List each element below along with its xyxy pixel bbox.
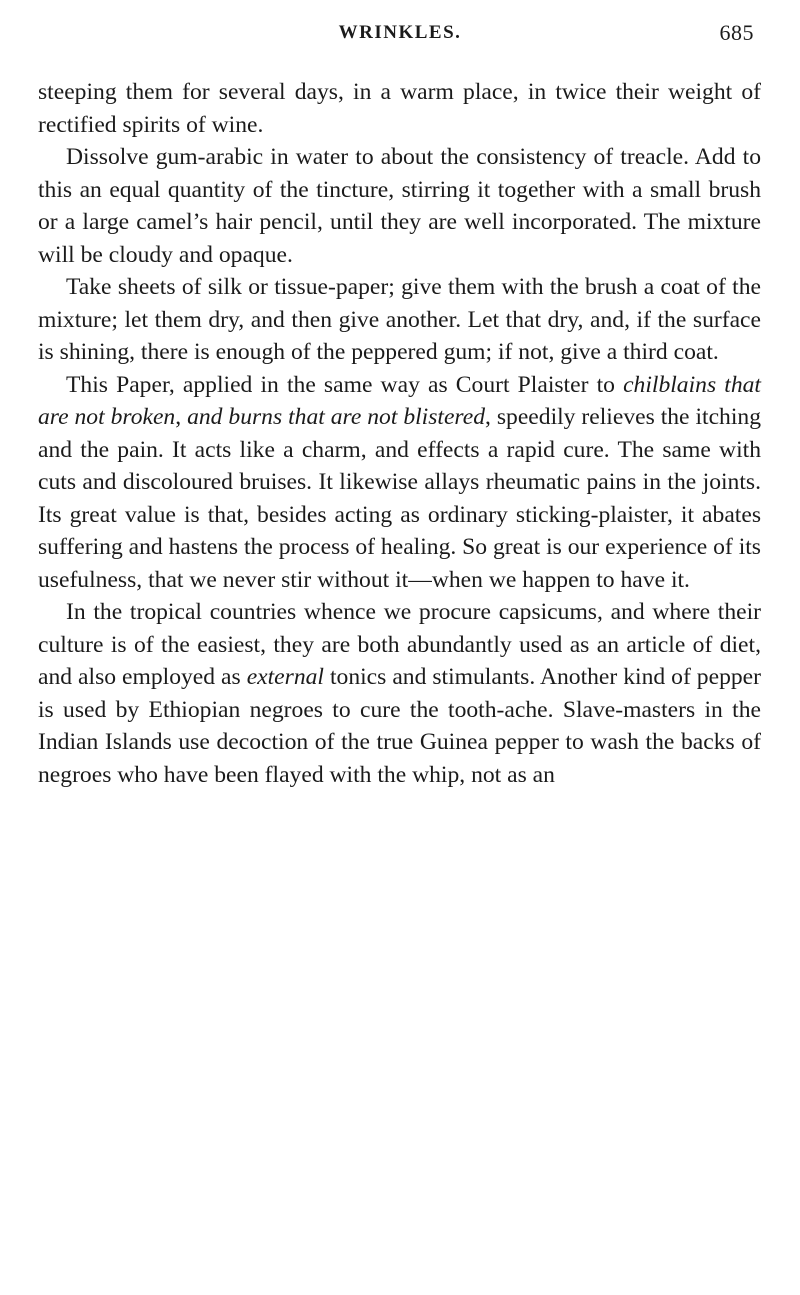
text-segment: In the tropical countries whence we procure capsicums, and where their culture is of the easiest, they are both abundantly used as an article of diet, and also employed as [38,599,761,690]
paragraph [38,271,761,369]
text-segment: Take sheets of silk or tissue-paper; give them with the brush a coat of the mixture; let them dry, and then give another. Let that dry, and, if the surface is shining, there is enough of the peppered gum; if not, give a third coat. [38,274,761,365]
paragraph [38,369,761,597]
text-segment: This Paper, applied in the same way as Court Plaister to [66,371,624,398]
running-title: WRINKLES. [338,22,462,43]
text-segment: , speedily relieves the itching and the pain. It acts like a charm, and effects a rapid cure. The same with cuts and discoloured bruises. It likewise allays rheumatic pains in the joints. Its great value is that, besides acting as ordinary sticking-plaister, it abates suffering and hastens the process of healing. So great is our experience of its usefulness, that we never stir without it—when we happen to have it. [38,404,761,593]
italic-text: chilblains that are not broken [38,371,761,430]
paragraph [38,596,761,791]
running-head [36,20,764,50]
italic-text: and burns that are not blistered [187,404,486,430]
page-number: 685 [719,20,754,45]
text-segment: tonics and stimulants. Another kind of pepper is used by Ethiopian negroes to cure the tooth-ache. Slave-masters in the Indian Islands use decoction of the true Guinea pepper to wash the backs of negroes who have been flayed with the whip, not as an [38,664,761,788]
text-segment: Dissolve gum-arabic in water to about the consistency of treacle. Add to this an equal quantity of the tincture, stirring it together with a small brush or a large camel’s hair pencil, until they are well incorporated. The mixture will be cloudy and opaque. [38,144,761,268]
body-text [38,76,761,791]
text-segment: , [175,404,188,430]
paragraph [38,76,761,141]
text-segment: steeping them for several days, in a warm place, in twice their weight of rectified spirits of wine. [38,79,761,138]
italic-text: external [246,664,324,690]
paragraph [38,141,761,271]
